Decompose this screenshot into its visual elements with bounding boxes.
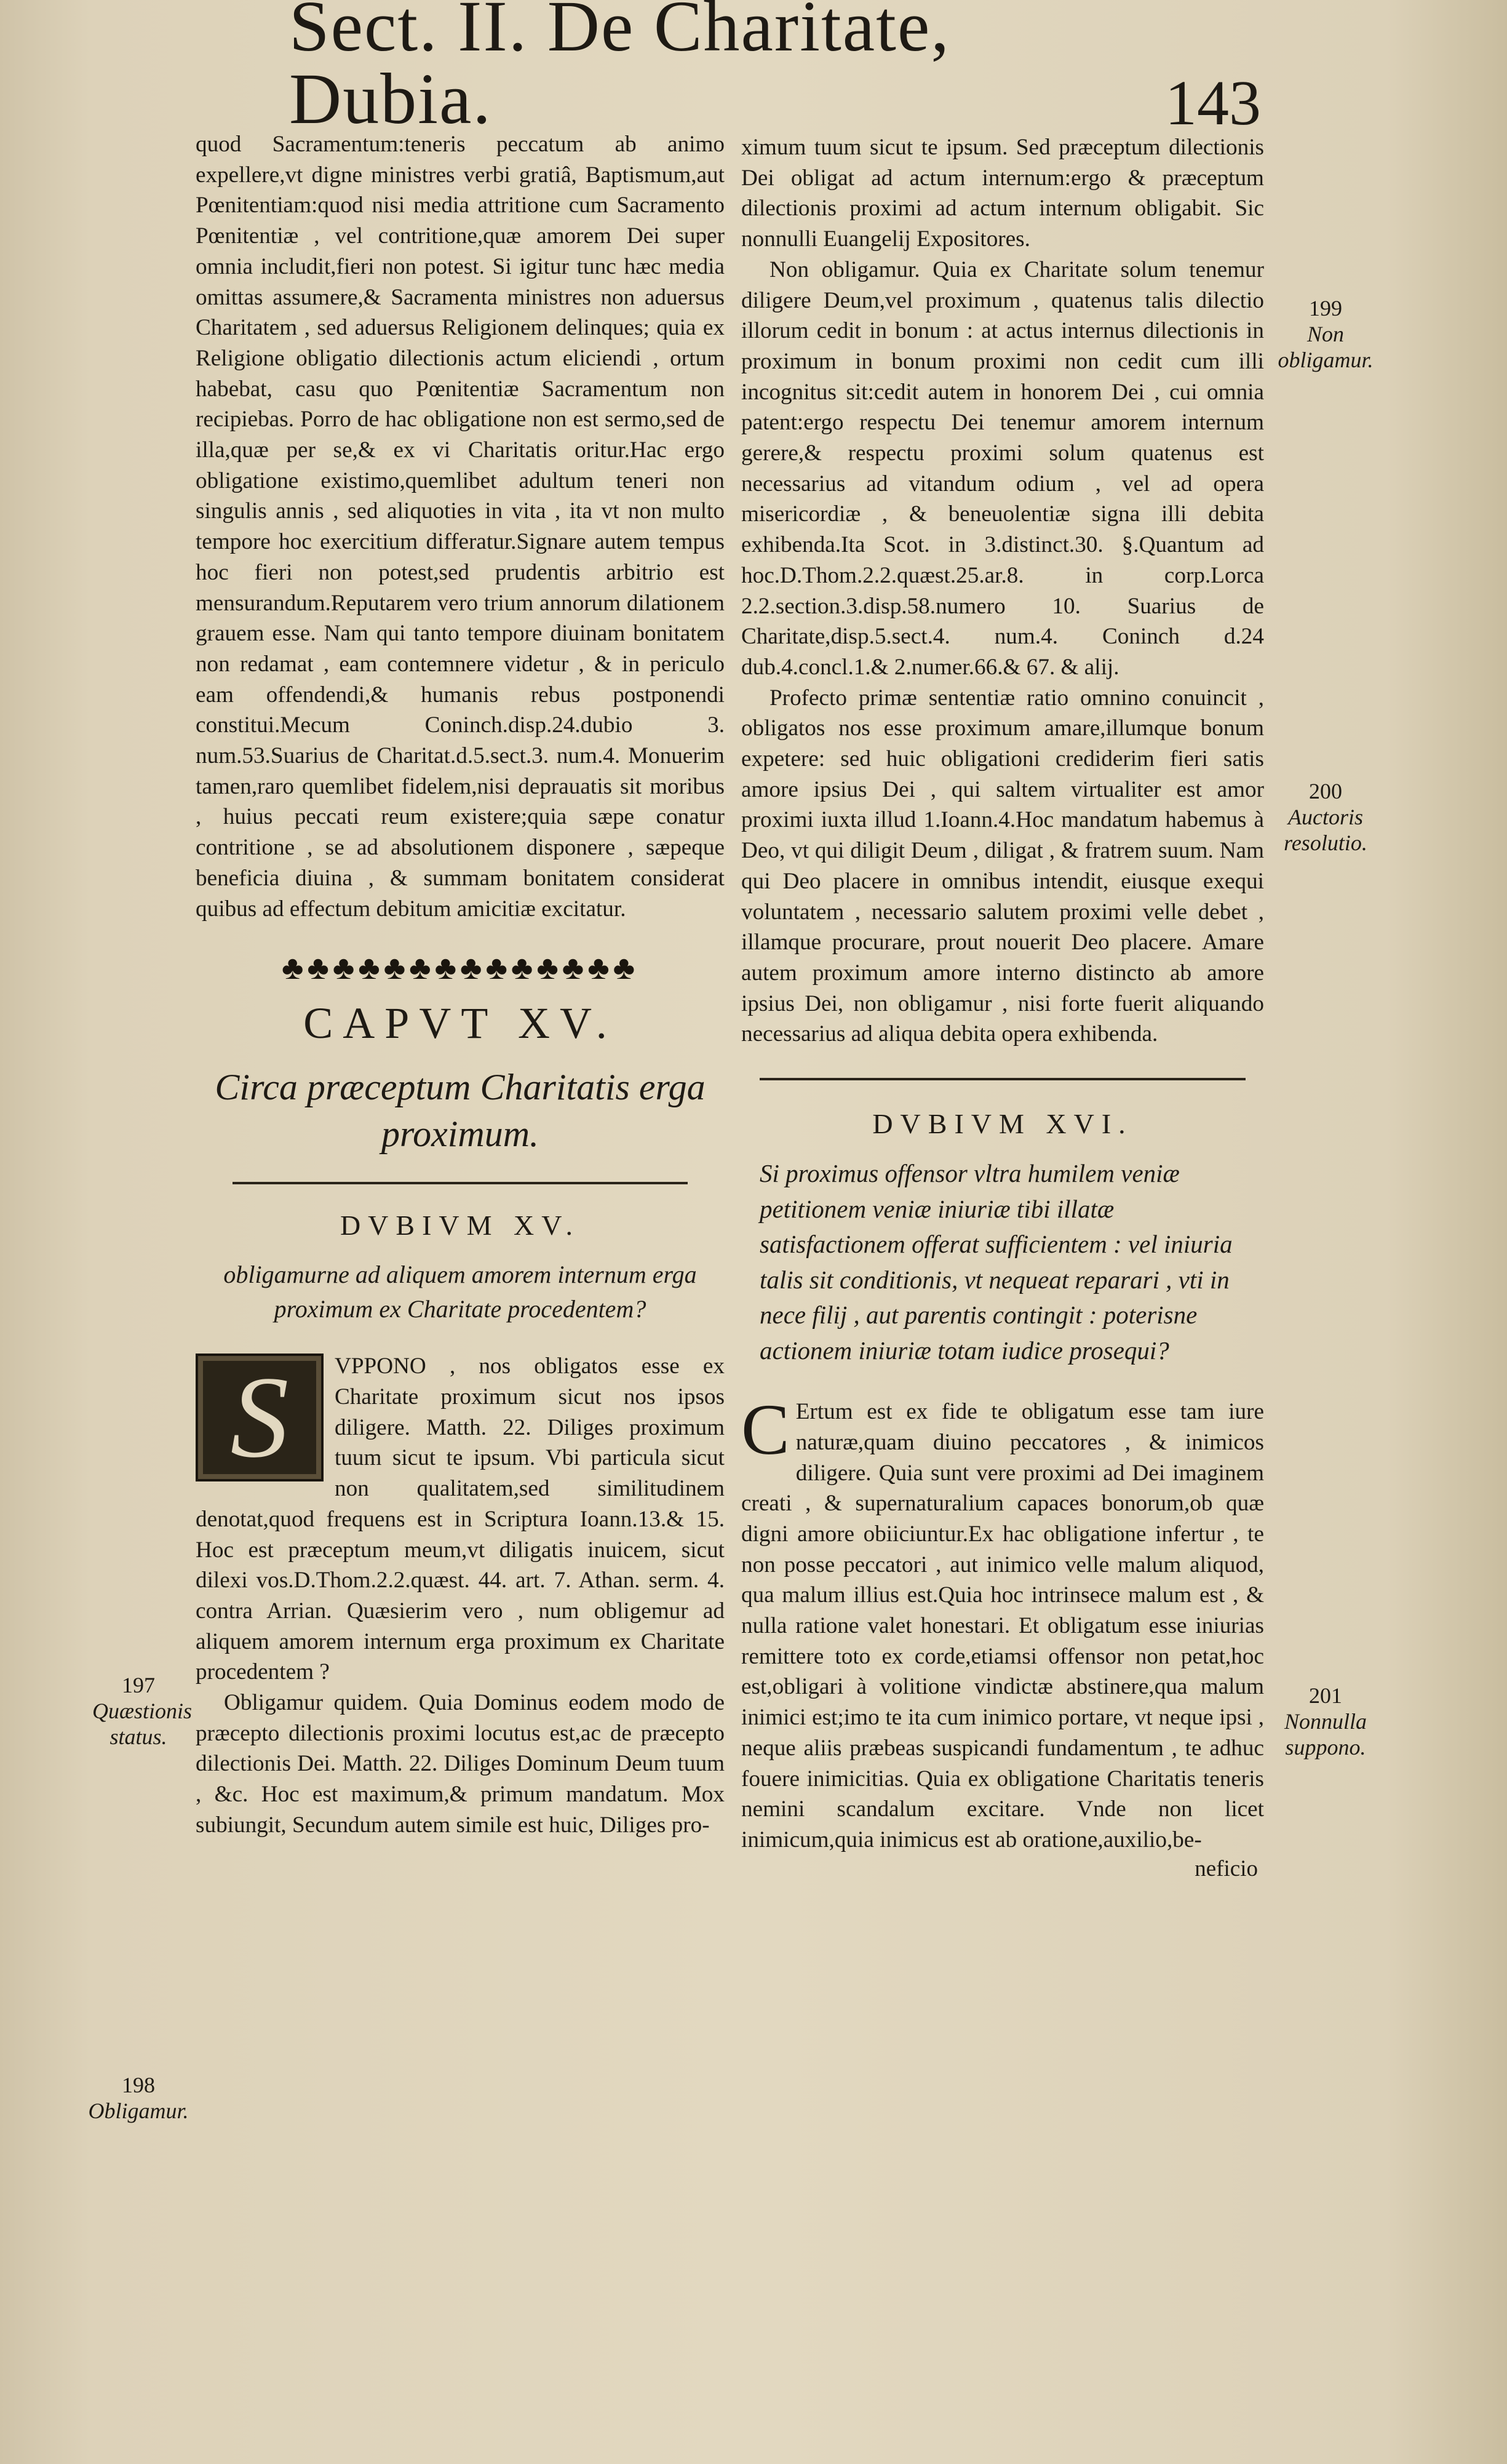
dubium-xv-question: obligamurne ad aliquem amorem internum erga proximum ex Charitate procedentem?	[223, 1261, 697, 1323]
big-initial-paragraph	[741, 1389, 1264, 1856]
margin-note-number: 200	[1309, 779, 1342, 803]
dropcap-paragraph	[196, 1351, 725, 1688]
margin-note-201	[1273, 1683, 1378, 1760]
margin-note-text: Nonnulla suppono.	[1284, 1709, 1367, 1760]
right-paragraph-1: ximum tuum sicut te ipsum. Sed præceptum dilectionis Dei obligat ad actum internum:ergo & præceptum dilectionis proximi ad actum internum obligabit. Sic nonnulli Euangelij Expositores.	[741, 135, 1264, 252]
margin-note-200	[1273, 778, 1378, 856]
margin-note-text: Non obligamur.	[1278, 322, 1374, 372]
page-number: 143	[1165, 68, 1261, 138]
catchword: neficio	[1195, 1856, 1258, 1881]
divider-rule-right	[760, 1078, 1246, 1080]
right-paragraph-3: Profecto primæ sententiæ ratio omnino conuincit , obligatos nos esse proximum amare,illumque bonum expetere: sed huic obligationi crediderim fieri satis amore ipsius Dei , qui saltem virtualiter est amor proximi iuxta illud 1.Ioann.4.Hoc mandatum habemus à Deo, vt qui diligit Deum , diligat , & fratrem suum. Nam qui Deo placere in omnibus intendit, eiusque exequi voluntatem , necessario salutem proximi velle debet , illamque procurare, prout nouerit Deo placere. Amare autem proximum amore interno distincto ab amore ipsius Dei, non obligamur , nisi forte fuerit aliquando necessarius ad aliqua debita opera exhibenda.	[741, 685, 1264, 1047]
margin-note-number: 199	[1309, 296, 1342, 321]
chapter-title: CAPVT XV.	[303, 999, 617, 1048]
right-paragraph-2: Non obligamur. Quia ex Charitate solum tenemur diligere Deum,vel proximum , quatenus talis dilectio illorum cedit in bonum : at actus internus dilectionis in proximum in bonum proximi non cedit cum illi incognitus sit:cedit autem in honorem Dei , cui omnia patent:ergo respectu Dei tenemur amorem internum gerere,& respectu proximi solum quatenus est necessarius ad vitandum odium , vel ad opera misericordiæ , & beneuolentiæ signa illi debita exhibenda.Ita Scot. in 3.distinct.30. §.Quantum ad hoc.D.Thom.2.2.quæst.25.ar.8. in corp.Lorca 2.2.section.3.disp.58.numero 10. Suarius de Charitate,disp.5.sect.4. num.4. Coninch d.24 dub.4.concl.1.& 2.numer.66.& 67. & alij.	[741, 257, 1264, 680]
page-header	[289, 0, 1261, 139]
left-paragraph-2: VPPONO , nos obligatos esse ex Charitate proximum sicut nos ipsos diligere. Matth. 22. Diliges proximum tuum sicut te ipsum. Vbi particula sicut non qualitatem,sed similitudinem denotat,quod frequens est in Scriptura Ioann.13.& 15. Hoc est præceptum meum,vt diligatis inuicem, sicut dilexi vos.D.Thom.2.2.quæst. 44. art. 7. Athan. serm. 4. contra Arrian. Quæsierim vero , num obligemur ad aliquem amorem internum erga proximum ex Charitate procedentem ?	[196, 1354, 725, 1685]
right-column	[741, 132, 1264, 1882]
margin-note-text: Quæstionis status.	[92, 1699, 193, 1749]
big-initial: C	[741, 1389, 790, 1470]
margin-note-number: 197	[122, 1673, 155, 1697]
ornament-band: ♣♣♣♣♣♣♣♣♣♣♣♣♣♣	[281, 949, 639, 987]
divider-rule	[233, 1182, 688, 1184]
dubium-xv-title: DVBIVM XV.	[340, 1210, 581, 1242]
margin-note-198	[86, 2072, 191, 2124]
margin-note-text: Auctoris resolutio.	[1284, 805, 1367, 855]
left-paragraph-3: Obligamur quidem. Quia Dominus eodem modo de præcepto dilectionis proximi locutus est,ac de præcepto dilectionis Dei. Matth. 22. Diliges Dominum Deum tuum , &c. Hoc est maximum,& primum mandatum. Mox subiungit, Secundum autem simile est huic, Diliges pro-	[196, 1690, 725, 1838]
margin-note-199	[1273, 295, 1378, 373]
margin-note-number: 198	[122, 2073, 155, 2097]
dubium-xvi-question: Si proximus offensor vltra humilem veniæ petitionem veniæ iniuriæ tibi illatæ satisfactionem offerat sufficientem : vel iniuria talis sit conditionis, vt nequeat reparari , vti in nece filij , aut parentis contingit : poterisne actionem iniuriæ totam iudice prosequi?	[760, 1159, 1233, 1365]
margin-note-197	[92, 1672, 193, 1750]
right-paragraph-4: Ertum est ex fide te obligatum esse tam iure naturæ,quam diuino peccatores , & inimicos diligere. Quia sunt vere proximi ad Dei imaginem creati , & supernaturalium capaces bonorum,ob quæ digni amore obiiciuntur.Ex hac obligatione infertur , te non posse peccatori , aut inimico velle malum aliquod, qua malum illius est.Quia hoc intrinsece malum est , & nulla ratione valet honestari. Et obligatum esse iniurias remittere toto ex corde,etiamsi offensor non petat,hoc est,obligari à volitione vindictæ abstinere,qua malum inimici est;imo te ita cum inimico portare, vt neque ipsi , neque aliis præbeas suspicandi fundamentum , te adhuc fouere inimicitias. Quia ex obligatione Charitatis teneris nemini scandalum excitare. Vnde non licet inimicum,quia inimicus est ab oratione,auxilio,be-	[741, 1399, 1264, 1852]
decorated-initial-icon: S	[196, 1354, 324, 1481]
left-paragraph-1: quod Sacramentum:teneris peccatum ab animo expellere,vt digne ministres verbi gratiâ, Baptismum,aut Pœnitentiam:quod nisi media attritione cum Sacramento Pœnitentiæ , vel contritione,quæ amorem Dei super omnia includit,fieri non potest. Si igitur tunc hæc media omittas assumere,& Sacramenta ministres non aduersus Charitatem , sed aduersus Religionem delinques; quia ex Religione obligatio dilectionis actum eliciendi , ortum habebat, casu quo Pœnitentiæ Sacramentum non recipiebas. Porro de hac obligatione non est sermo,sed de illa,quæ per se,& ex vi Charitatis oritur.Hac ergo obligatione existimo,quemlibet adultum teneri non singulis annis , sed aliquoties in vita , ita vt non multo tempore hoc exercitium differatur.Signare autem tempus hoc fieri non potest,sed prudentis arbitrio est mensurandum.Reputarem vero trium annorum dilationem grauem esse. Nam qui tanto tempore diuinam bonitatem non redamat , eam contemnere videtur , & in periculo eam offendendi,& humanis rebus postponendi constitui.Mecum Coninch.disp.24.dubio 3. num.53.Suarius de Charitat.d.5.sect.3. num.4. Monuerim tamen,raro quemlibet fidelem,nisi deprauatis sit moribus , huius peccati reum existere;quia sæpe conatur contritione , se ad absolutionem disponere , sæpeque beneficia diuina , & summam bonitatem considerat quibus ad effectum debitum amicitiæ excitatur.	[196, 132, 725, 922]
margin-note-text: Obligamur.	[88, 2099, 189, 2123]
left-column	[196, 129, 725, 1841]
chapter-subtitle: Circa præceptum Charitatis erga proximum.	[215, 1067, 706, 1155]
running-title: Sect. II. De Charitate, Dubia.	[289, 0, 950, 139]
dubium-xvi-title: DVBIVM XVI.	[872, 1108, 1133, 1140]
margin-note-number: 201	[1309, 1683, 1342, 1708]
